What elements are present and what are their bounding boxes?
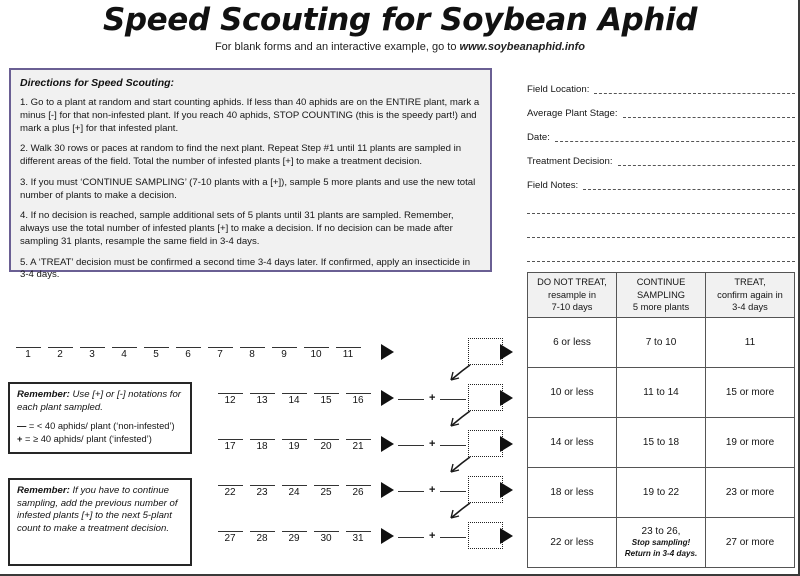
table-row — [528, 418, 795, 468]
plant-mark-line[interactable] — [272, 347, 297, 348]
remember-1-note-2-text: = ≥ 40 aphids/ plant (‘infested’) — [22, 433, 152, 444]
dotted-total-box[interactable] — [468, 476, 503, 503]
decision-table-header-row — [528, 273, 795, 318]
remember-1-text — [17, 389, 183, 414]
plant-number: 4 — [121, 349, 127, 360]
plant-number: 8 — [249, 349, 255, 360]
plant-number: 7 — [217, 349, 223, 360]
cell-treat-5: 27 or more — [706, 518, 795, 568]
plant-mark-line[interactable] — [218, 393, 243, 394]
plant-number: 21 — [352, 441, 364, 452]
plant-mark-line[interactable] — [282, 531, 307, 532]
plant-mark-line[interactable] — [208, 347, 233, 348]
plant-number: 11 — [342, 349, 354, 360]
plant-number: 15 — [320, 395, 332, 406]
cell-do-not-treat-3: 14 or less — [528, 418, 617, 468]
plant-mark-line[interactable] — [304, 347, 329, 348]
cell-treat-3: 19 or more — [706, 418, 795, 468]
carry-over-line[interactable] — [398, 491, 424, 492]
plant-number: 14 — [288, 395, 300, 406]
field-row-field-notes — [527, 168, 795, 192]
plant-slot[interactable] — [172, 347, 204, 360]
field-location-input[interactable] — [594, 92, 795, 94]
plant-slot[interactable] — [332, 347, 364, 360]
plant-mark-line[interactable] — [240, 347, 265, 348]
plant-number: 24 — [288, 487, 300, 498]
cell-continue-5 — [617, 518, 706, 568]
remember-2-lead: Remember: — [17, 485, 70, 496]
plant-mark-line[interactable] — [346, 485, 371, 486]
carry-over-line[interactable] — [398, 445, 424, 446]
plant-slot[interactable] — [342, 485, 374, 498]
date-input[interactable] — [555, 140, 795, 142]
cell-treat-4: 23 or more — [706, 468, 795, 518]
plant-mark-line[interactable] — [218, 485, 243, 486]
carry-over-line[interactable] — [398, 537, 424, 538]
remember-2-text — [17, 485, 183, 536]
col-header-do-not-treat-line3: 7-10 days — [551, 302, 593, 313]
cell-continue-5-note — [619, 538, 703, 558]
plant-slot[interactable] — [140, 347, 172, 360]
plant-slot[interactable] — [342, 439, 374, 452]
plant-number: 30 — [320, 533, 332, 544]
col-header-treat-line2: confirm again in — [717, 289, 783, 300]
carry-down-arrow-icon — [451, 503, 470, 518]
plant-slot[interactable] — [278, 531, 310, 544]
field-row-field-location — [527, 72, 795, 96]
carry-down-arrow-icon — [451, 411, 470, 426]
remember-box-notations — [8, 382, 192, 454]
table-row — [528, 368, 795, 418]
plant-mark-line[interactable] — [314, 531, 339, 532]
direction-step-5: 5. A ‘TREAT’ decision must be confirmed a second time 3-4 days later. If confirmed, apply an insecticide in 3-4 days. — [20, 256, 471, 281]
plant-slot[interactable] — [214, 485, 246, 498]
plant-mark-line[interactable] — [218, 439, 243, 440]
plant-number: 12 — [224, 395, 236, 406]
field-notes-input[interactable] — [583, 188, 795, 190]
dotted-total-box[interactable] — [468, 338, 503, 365]
adder-plus-sign: + — [429, 484, 436, 496]
plant-number: 6 — [185, 349, 191, 360]
remember-1-lead: Remember: — [17, 389, 70, 400]
adder-plus-sign: + — [429, 438, 436, 450]
new-count-line[interactable] — [440, 445, 466, 446]
plant-slot[interactable] — [204, 347, 236, 360]
plant-slot[interactable] — [236, 347, 268, 360]
triangle-right-icon — [500, 390, 513, 406]
new-count-line[interactable] — [440, 537, 466, 538]
plant-mark-line[interactable] — [112, 347, 137, 348]
plant-slot[interactable] — [268, 347, 300, 360]
plant-number: 18 — [256, 441, 268, 452]
plus-symbol-icon: + — [17, 433, 23, 444]
website-link[interactable]: www.soybeanaphid.info — [459, 41, 586, 53]
plant-number: 13 — [256, 395, 268, 406]
cell-do-not-treat-5: 22 or less — [528, 518, 617, 568]
cell-continue-5-note-line1: Stop sampling! — [631, 538, 691, 548]
plant-number: 25 — [320, 487, 332, 498]
new-count-line[interactable] — [440, 491, 466, 492]
plant-slot[interactable] — [214, 531, 246, 544]
carry-over-line[interactable] — [398, 399, 424, 400]
field-row-notes-extra-3 — [527, 240, 795, 264]
directions-heading: Directions for Speed Scouting: — [20, 77, 175, 89]
plant-number: 27 — [224, 533, 236, 544]
plant-mark-line[interactable] — [314, 439, 339, 440]
field-row-notes-extra-1 — [527, 192, 795, 216]
plant-slot[interactable] — [76, 347, 108, 360]
field-row-date — [527, 120, 795, 144]
col-header-do-not-treat-line1: DO NOT TREAT, — [537, 277, 607, 288]
plant-mark-line[interactable] — [16, 347, 41, 348]
adder-plus-sign: + — [429, 530, 436, 542]
decision-table — [527, 272, 795, 568]
remember-1-note-1 — [17, 420, 183, 433]
direction-step-4: 4. If no decision is reached, sample additional sets of 5 plants until 31 plants are sampled. Remember, always use the total number of infested plants [+] to make a decision. If no decision can be made after sampling 31 plants, resample the same field in 3-4 days. — [20, 210, 454, 247]
direction-step-1: 1. Go to a plant at random and start counting aphids. If less than 40 aphids are on the ENTIRE plant, mark a minus [-] for that non-infested plant. If you reach 40 aphids, STOP COUNTING (this is the speedy part!) and mark a plus [+] for that infested plant. — [20, 97, 480, 134]
date-label: Date: — [527, 132, 550, 143]
plant-mark-line[interactable] — [336, 347, 361, 348]
table-row — [528, 318, 795, 368]
plant-number: 2 — [57, 349, 63, 360]
count-row-3 — [214, 439, 374, 452]
average-plant-stage-input[interactable] — [623, 116, 796, 118]
plant-number: 20 — [320, 441, 332, 452]
table-row — [528, 518, 795, 568]
plant-number: 17 — [224, 441, 236, 452]
plant-number: 19 — [288, 441, 300, 452]
treatment-decision-input[interactable] — [618, 164, 796, 166]
direction-step-3: 3. If you must ‘CONTINUE SAMPLING’ (7-10 plants with a [+]), sample 5 more plants and use the new total number of plants to make a decision. — [20, 176, 476, 201]
cell-treat-2: 15 or more — [706, 368, 795, 418]
plant-slot[interactable] — [214, 393, 246, 406]
plant-mark-line[interactable] — [250, 393, 275, 394]
field-info-form — [527, 72, 795, 264]
cell-do-not-treat-2: 10 or less — [528, 368, 617, 418]
new-count-line[interactable] — [440, 399, 466, 400]
plant-slot[interactable] — [108, 347, 140, 360]
plant-mark-line[interactable] — [250, 531, 275, 532]
plant-mark-line[interactable] — [144, 347, 169, 348]
plant-slot[interactable] — [12, 347, 44, 360]
field-row-average-plant-stage — [527, 96, 795, 120]
field-row-notes-extra-2 — [527, 216, 795, 240]
plant-number: 10 — [310, 349, 322, 360]
field-row-treatment-decision — [527, 144, 795, 168]
plant-number: 29 — [288, 533, 300, 544]
plant-number: 26 — [352, 487, 364, 498]
plant-number: 22 — [224, 487, 236, 498]
table-row — [528, 468, 795, 518]
plant-slot[interactable] — [44, 347, 76, 360]
page-title: Speed Scouting for Soybean Aphid — [102, 2, 698, 38]
cell-continue-3: 15 to 18 — [617, 418, 706, 468]
triangle-right-icon — [500, 436, 513, 452]
plant-slot[interactable] — [278, 439, 310, 452]
col-header-do-not-treat-line2: resample in — [547, 289, 597, 300]
plant-slot[interactable] — [214, 439, 246, 452]
field-notes-label: Field Notes: — [527, 180, 579, 191]
triangle-right-icon — [381, 344, 394, 360]
plant-number: 28 — [256, 533, 268, 544]
count-row-2 — [214, 393, 374, 406]
cell-do-not-treat-1: 6 or less — [528, 318, 617, 368]
plant-slot[interactable] — [278, 393, 310, 406]
dotted-total-box[interactable] — [468, 384, 503, 411]
page-subtitle — [0, 41, 800, 53]
plant-number: 3 — [89, 349, 95, 360]
col-header-continue-line3: 5 more plants — [632, 302, 690, 313]
field-notes-input-4[interactable] — [527, 260, 795, 262]
directions-box — [9, 68, 492, 281]
cell-do-not-treat-4: 18 or less — [528, 468, 617, 518]
remember-box-continue-sampling — [8, 478, 192, 566]
carry-down-arrow-icon — [451, 365, 470, 380]
plant-mark-line[interactable] — [346, 439, 371, 440]
plant-number: 1 — [25, 349, 31, 360]
plant-mark-line[interactable] — [282, 393, 307, 394]
plant-slot[interactable] — [310, 439, 342, 452]
plant-mark-line[interactable] — [314, 485, 339, 486]
plant-slot[interactable] — [310, 393, 342, 406]
plant-slot[interactable] — [342, 531, 374, 544]
field-location-label: Field Location: — [527, 84, 590, 95]
cell-continue-1: 7 to 10 — [617, 318, 706, 368]
dotted-total-box[interactable] — [468, 522, 503, 549]
cell-continue-5-main: 23 to 26, — [641, 526, 681, 538]
cell-treat-1: 11 — [706, 318, 795, 368]
plant-slot[interactable] — [278, 485, 310, 498]
count-row-1 — [12, 347, 364, 360]
col-header-continue-line2: SAMPLING — [636, 289, 686, 300]
plant-mark-line[interactable] — [176, 347, 201, 348]
plant-slot[interactable] — [246, 439, 278, 452]
triangle-right-icon — [381, 390, 394, 406]
remember-1-body: Use [+] or [-] notations for each plant sampled. — [17, 389, 181, 413]
triangle-right-icon — [381, 482, 394, 498]
triangle-right-icon — [500, 482, 513, 498]
plant-number: 16 — [352, 395, 364, 406]
plant-slot[interactable] — [246, 485, 278, 498]
plant-mark-line[interactable] — [80, 347, 105, 348]
triangle-right-icon — [381, 436, 394, 452]
adder-plus-sign: + — [429, 392, 436, 404]
dotted-total-box[interactable] — [468, 430, 503, 457]
plant-mark-line[interactable] — [346, 393, 371, 394]
triangle-right-icon — [500, 528, 513, 544]
count-row-5 — [214, 531, 374, 544]
plant-mark-line[interactable] — [218, 531, 243, 532]
plant-number: 5 — [153, 349, 159, 360]
plant-slot[interactable] — [300, 347, 332, 360]
plant-slot[interactable] — [310, 485, 342, 498]
minus-symbol-icon: — — [17, 421, 27, 432]
col-header-continue-sampling — [617, 273, 706, 318]
field-notes-input-2[interactable] — [527, 212, 795, 214]
remember-2-body: If you have to continue sampling, add the previous number of infested plants [+] to the next 5-plant count to make a treatment decision. — [17, 485, 178, 534]
cell-continue-2: 11 to 14 — [617, 368, 706, 418]
plant-mark-line[interactable] — [250, 439, 275, 440]
triangle-right-icon — [500, 344, 513, 360]
col-header-treat-line3: 3-4 days — [732, 302, 768, 313]
carry-down-arrow-icon — [451, 457, 470, 472]
col-header-continue-line1: CONTINUE — [636, 277, 686, 288]
plant-mark-line[interactable] — [282, 485, 307, 486]
average-plant-stage-label: Average Plant Stage: — [527, 108, 618, 119]
plant-mark-line[interactable] — [346, 531, 371, 532]
direction-step-2: 2. Walk 30 rows or paces at random to find the next plant. Repeat Step #1 until 11 plants are sampled in different areas of the field. Total the number of infested plants [+] to make a treatment decision. — [20, 143, 462, 167]
plant-number: 9 — [281, 349, 287, 360]
treatment-decision-label: Treatment Decision: — [527, 156, 613, 167]
plant-slot[interactable] — [246, 393, 278, 406]
cell-continue-4: 19 to 22 — [617, 468, 706, 518]
col-header-treat-line1: TREAT, — [734, 277, 766, 288]
subtitle-text: For blank forms and an interactive example, go to — [214, 41, 460, 53]
plant-number: 31 — [352, 533, 364, 544]
col-header-do-not-treat — [528, 273, 617, 318]
plant-mark-line[interactable] — [250, 485, 275, 486]
plant-mark-line[interactable] — [314, 393, 339, 394]
plant-number: 23 — [256, 487, 268, 498]
plant-mark-line[interactable] — [282, 439, 307, 440]
plant-slot[interactable] — [342, 393, 374, 406]
cell-continue-5-note-line2: Return in 3-4 days. — [624, 548, 698, 558]
plant-mark-line[interactable] — [48, 347, 73, 348]
triangle-right-icon — [381, 528, 394, 544]
field-notes-input-3[interactable] — [527, 236, 795, 238]
col-header-treat — [706, 273, 795, 318]
count-row-4 — [214, 485, 374, 498]
remember-1-note-2 — [17, 433, 183, 446]
plant-slot[interactable] — [310, 531, 342, 544]
remember-1-note-1-text: = < 40 aphids/ plant (‘non-infested’) — [26, 421, 175, 432]
plant-slot[interactable] — [246, 531, 278, 544]
